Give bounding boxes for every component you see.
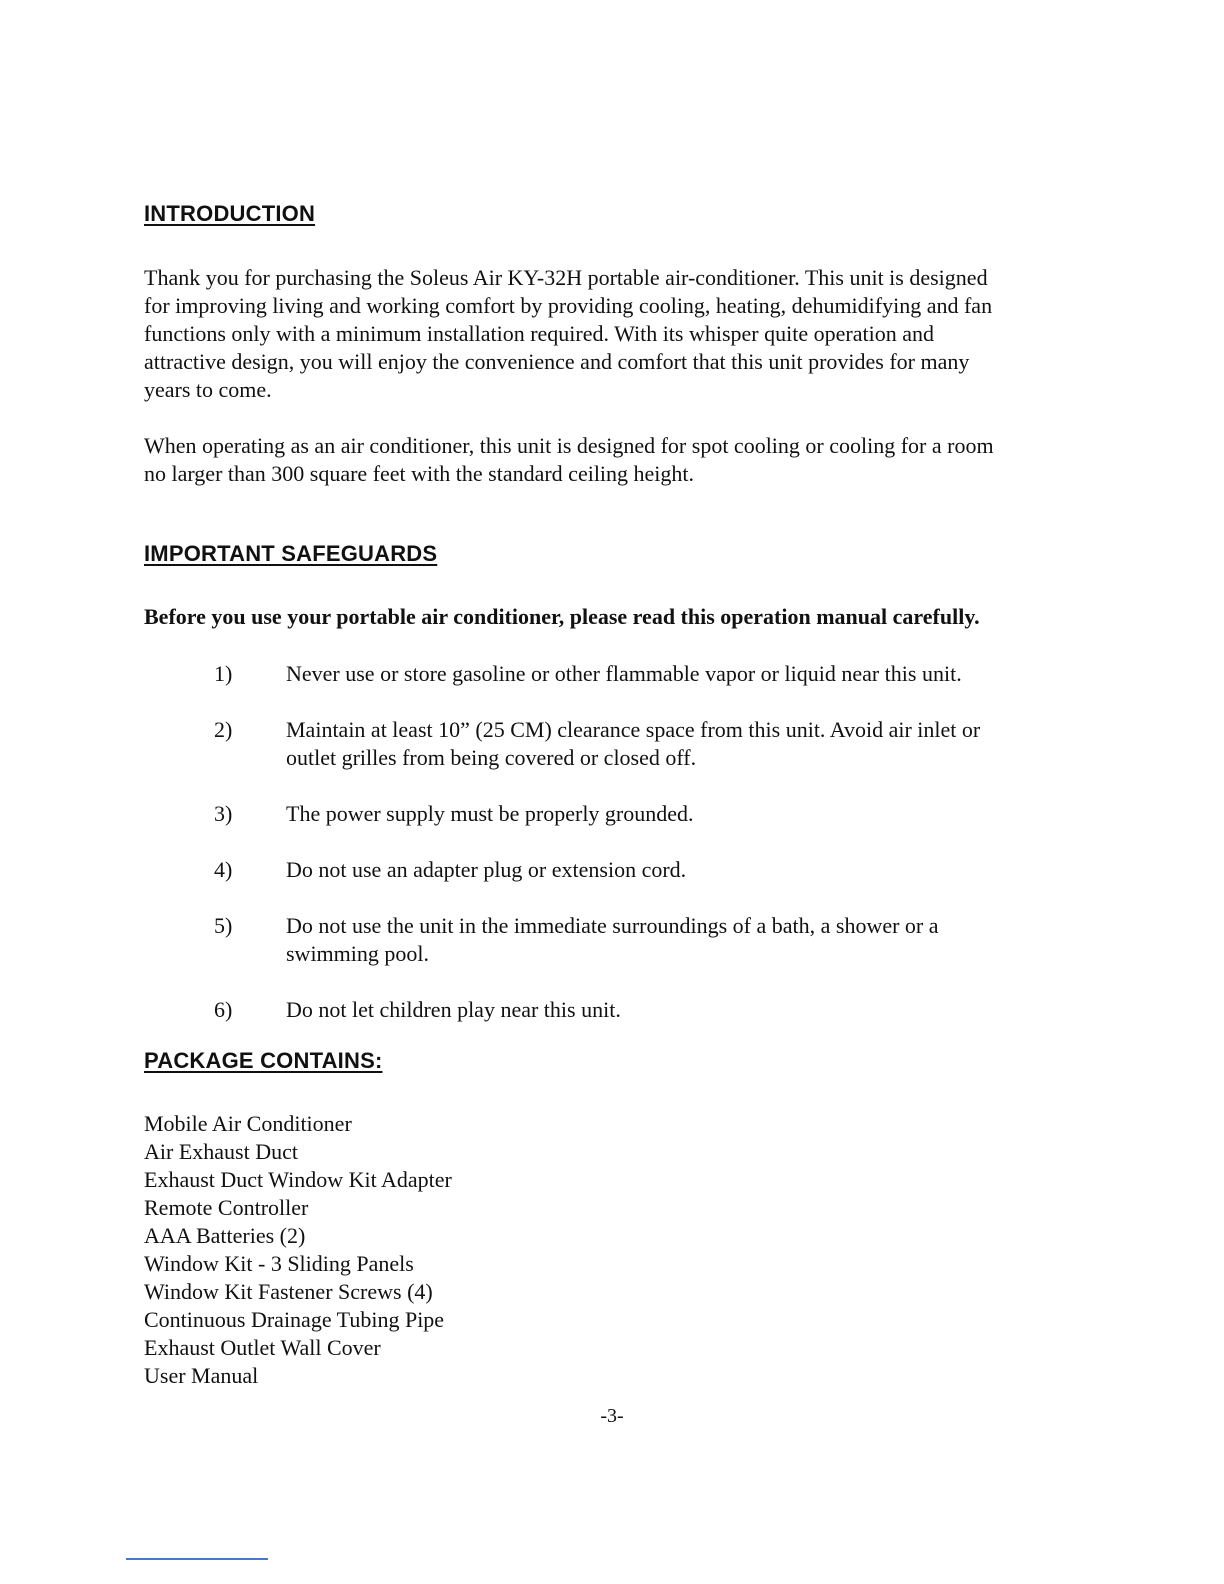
paragraph-line: no larger than 300 square feet with the standard ceiling height. <box>144 461 695 486</box>
safeguards-heading: IMPORTANT SAFEGUARDS <box>144 541 438 566</box>
footer-divider <box>126 1558 268 1560</box>
introduction-heading: INTRODUCTION <box>144 201 316 226</box>
introduction-paragraph-2 <box>144 432 1074 488</box>
safeguard-text <box>286 716 1076 772</box>
list-item: Exhaust Duct Window Kit Adapter <box>144 1167 452 1192</box>
safeguard-line: Maintain at least 10” (25 CM) clearance space from this unit. Avoid air inlet or <box>286 717 981 742</box>
safeguard-text <box>286 800 1076 828</box>
paragraph-line: years to come. <box>144 377 272 402</box>
paragraph-line: Thank you for purchasing the Soleus Air KY-32H portable air-conditioner. This unit is designed <box>144 265 988 290</box>
safeguard-text <box>286 912 1076 968</box>
list-item: Air Exhaust Duct <box>144 1139 298 1164</box>
paragraph-line: attractive design, you will enjoy the convenience and comfort that this unit provides for many <box>144 349 970 374</box>
package-heading: PACKAGE CONTAINS: <box>144 1048 383 1073</box>
page-number: -3- <box>600 1405 624 1427</box>
safeguard-line: Never use or store gasoline or other flammable vapor or liquid near this unit. <box>286 661 962 686</box>
safeguards-lead-text: Before you use your portable air conditioner, please read this operation manual carefully. <box>144 604 980 629</box>
list-item: Exhaust Outlet Wall Cover <box>144 1335 381 1360</box>
safeguard-number: 1) <box>214 661 233 686</box>
safeguard-line: swimming pool. <box>286 941 430 966</box>
safeguard-number: 4) <box>214 857 233 882</box>
safeguard-number: 5) <box>214 913 233 938</box>
list-item: Window Kit - 3 Sliding Panels <box>144 1251 414 1276</box>
safeguard-number: 2) <box>214 717 233 742</box>
list-item: Continuous Drainage Tubing Pipe <box>144 1307 445 1332</box>
safeguard-number: 6) <box>214 997 233 1022</box>
paragraph-line: When operating as an air conditioner, this unit is designed for spot cooling or cooling for a room <box>144 433 994 458</box>
safeguard-line: The power supply must be properly grounded. <box>286 801 694 826</box>
safeguard-line: Do not use the unit in the immediate surroundings of a bath, a shower or a <box>286 913 939 938</box>
safeguard-number: 3) <box>214 801 233 826</box>
list-item: User Manual <box>144 1363 259 1388</box>
package-contents-list <box>144 1110 452 1390</box>
list-item: AAA Batteries (2) <box>144 1223 306 1248</box>
introduction-paragraph-1 <box>144 264 1074 404</box>
safeguard-text <box>286 660 1076 688</box>
list-item: Remote Controller <box>144 1195 309 1220</box>
safeguard-line: outlet grilles from being covered or closed off. <box>286 745 697 770</box>
safeguard-line: Do not let children play near this unit. <box>286 997 621 1022</box>
list-item: Window Kit Fastener Screws (4) <box>144 1279 433 1304</box>
safeguard-text <box>286 856 1076 884</box>
list-item: Mobile Air Conditioner <box>144 1111 352 1136</box>
safeguard-text <box>286 996 1076 1024</box>
safeguard-line: Do not use an adapter plug or extension cord. <box>286 857 687 882</box>
paragraph-line: for improving living and working comfort by providing cooling, heating, dehumidifying and fan <box>144 293 993 318</box>
paragraph-line: functions only with a minimum installation required. With its whisper quite operation and <box>144 321 934 346</box>
